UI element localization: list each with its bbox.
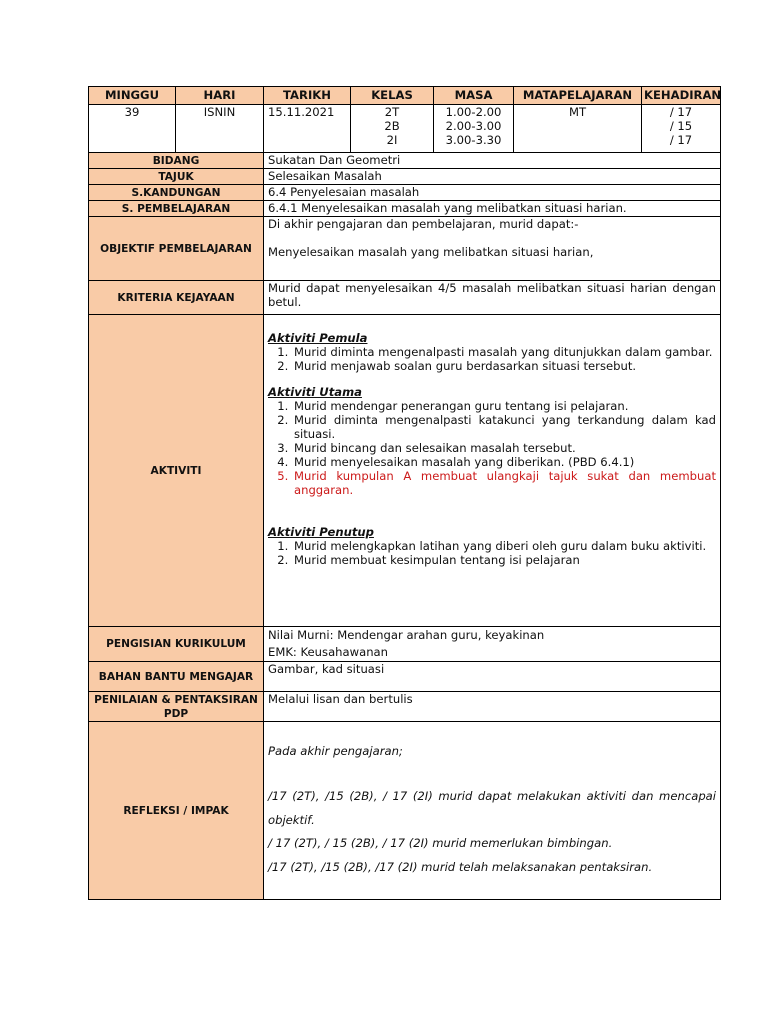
- kehadiran-3: / 17: [669, 133, 693, 147]
- list-item: 5. Murid kumpulan A membuat ulangkaji tajuk sukat dan membuat anggaran.: [292, 469, 716, 497]
- list-item: 1. Murid mendengar penerangan guru tentang isi pelajaran.: [292, 399, 716, 413]
- list-item: 1. Murid melengkapkan latihan yang diberi oleh guru dalam buku aktiviti.: [292, 539, 716, 553]
- pembelajaran-value: 6.4.1 Menyelesaikan masalah yang melibatkan situasi harian.: [264, 201, 721, 217]
- header-values-row: [89, 105, 721, 153]
- kurikulum-row: [89, 627, 721, 662]
- matapelajaran-value: MT: [514, 105, 642, 153]
- objektif-row: [89, 217, 721, 281]
- kandungan-row: [89, 185, 721, 201]
- penilaian-value: Melalui lisan dan bertulis: [264, 692, 721, 722]
- kehadiran-2: / 15: [669, 119, 693, 133]
- kurikulum-value: [264, 627, 721, 662]
- kelas-1: 2T: [384, 105, 400, 119]
- bahan-row: [89, 662, 721, 692]
- tajuk-label: TAJUK: [89, 169, 264, 185]
- list-item: 2. Murid menjawab soalan guru berdasarkan situasi tersebut.: [292, 359, 716, 373]
- list-item: 2. Murid membuat kesimpulan tentang isi pelajaran: [292, 553, 716, 567]
- tarikh-value: 15.11.2021: [264, 105, 351, 153]
- header-row: [89, 87, 721, 105]
- masa-value: [434, 105, 514, 153]
- kelas-2: 2B: [384, 119, 400, 133]
- bidang-row: [89, 153, 721, 169]
- aktiviti-utama-title: Aktiviti Utama: [268, 385, 362, 399]
- minggu-value: 39: [89, 105, 176, 153]
- bidang-label: BIDANG: [89, 153, 264, 169]
- tajuk-row: [89, 169, 721, 185]
- objektif-intro: Di akhir pengajaran dan pembelajaran, murid dapat:-: [268, 217, 579, 231]
- refleksi-line-1: /17 (2T), /15 (2B), / 17 (2I) murid dapat melakukan aktiviti dan mencapai objektif.: [268, 789, 716, 827]
- refleksi-content: [264, 722, 721, 900]
- nilai-murni: Nilai Murni: Mendengar arahan guru, keyakinan: [268, 628, 545, 642]
- col-masa: MASA: [434, 87, 514, 105]
- col-matapelajaran: MATAPELAJARAN: [514, 87, 642, 105]
- aktiviti-penutup-list: [268, 539, 716, 567]
- refleksi-line-2: / 17 (2T), / 15 (2B), / 17 (2I) murid memerlukan bimbingan.: [268, 836, 613, 850]
- kurikulum-label: PENGISIAN KURIKULUM: [89, 627, 264, 662]
- list-item: 3. Murid bincang dan selesaikan masalah tersebut.: [292, 441, 716, 455]
- refleksi-row: [89, 722, 721, 900]
- emk: EMK: Keusahawanan: [268, 645, 389, 659]
- masa-3: 3.00-3.30: [445, 133, 502, 147]
- aktiviti-pemula-title: Aktiviti Pemula: [268, 331, 368, 345]
- kandungan-value: 6.4 Penyelesaian masalah: [264, 185, 721, 201]
- aktiviti-utama-list: [268, 399, 716, 497]
- penilaian-row: [89, 692, 721, 722]
- bahan-label: BAHAN BANTU MENGAJAR: [89, 662, 264, 692]
- tajuk-value: Selesaikan Masalah: [264, 169, 721, 185]
- kriteria-label: KRITERIA KEJAYAAN: [89, 281, 264, 315]
- aktiviti-row: [89, 315, 721, 627]
- kriteria-row: [89, 281, 721, 315]
- refleksi-label: REFLEKSI / IMPAK: [89, 722, 264, 900]
- list-item: 1. Murid diminta mengenalpasti masalah yang ditunjukkan dalam gambar.: [292, 345, 716, 359]
- kandungan-label: S.KANDUNGAN: [89, 185, 264, 201]
- penilaian-label: PENILAIAN & PENTAKSIRAN PDP: [89, 692, 264, 722]
- col-kelas: KELAS: [351, 87, 434, 105]
- objektif-value: [264, 217, 721, 281]
- kelas-3: 2I: [386, 133, 398, 147]
- pembelajaran-label: S. PEMBELAJARAN: [89, 201, 264, 217]
- kehadiran-value: [642, 105, 721, 153]
- pembelajaran-row: [89, 201, 721, 217]
- refleksi-line-3: /17 (2T), /15 (2B), /17 (2I) murid telah melaksanakan pentaksiran.: [268, 860, 653, 874]
- lesson-plan-table: [88, 86, 721, 900]
- aktiviti-pemula-list: [268, 345, 716, 373]
- hari-value: ISNIN: [176, 105, 264, 153]
- bahan-value: Gambar, kad situasi: [264, 662, 721, 692]
- masa-1: 1.00-2.00: [445, 105, 502, 119]
- kelas-value: [351, 105, 434, 153]
- col-tarikh: TARIKH: [264, 87, 351, 105]
- list-item: 2. Murid diminta mengenalpasti katakunci yang terkandung dalam kad situasi.: [292, 413, 716, 441]
- objektif-label: OBJEKTIF PEMBELAJARAN: [89, 217, 264, 281]
- aktiviti-label: AKTIVITI: [89, 315, 264, 627]
- aktiviti-content: [264, 315, 721, 627]
- list-item: 4. Murid menyelesaikan masalah yang diberikan. (PBD 6.4.1): [292, 455, 716, 469]
- masa-2: 2.00-3.00: [445, 119, 502, 133]
- col-kehadiran: KEHADIRAN: [642, 87, 721, 105]
- bidang-value: Sukatan Dan Geometri: [264, 153, 721, 169]
- kehadiran-1: / 17: [669, 105, 693, 119]
- aktiviti-penutup-title: Aktiviti Penutup: [268, 525, 374, 539]
- col-hari: HARI: [176, 87, 264, 105]
- col-minggu: MINGGU: [89, 87, 176, 105]
- kriteria-value: Murid dapat menyelesaikan 4/5 masalah melibatkan situasi harian dengan betul.: [264, 281, 721, 315]
- objektif-text: Menyelesaikan masalah yang melibatkan situasi harian,: [268, 245, 594, 259]
- refleksi-intro: Pada akhir pengajaran;: [268, 744, 403, 758]
